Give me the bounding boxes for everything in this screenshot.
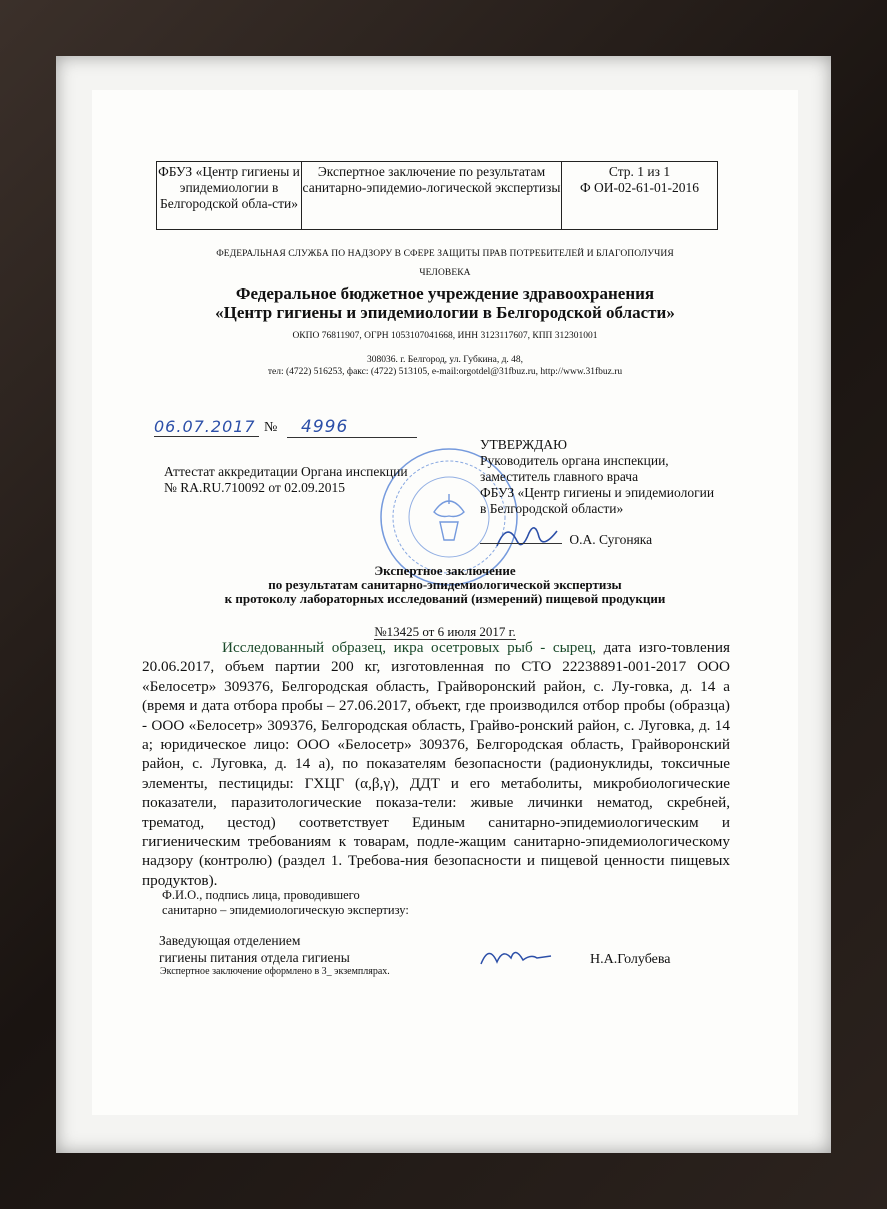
approval-heading: УТВЕРЖДАЮ [480, 437, 568, 452]
organization-title [92, 284, 798, 322]
org-line-2: «Центр гигиены и эпидемиологии в Белгородской области» [215, 303, 675, 322]
accreditation-line-2: № RA.RU.710092 от 02.09.2015 [164, 480, 345, 495]
header-page-number: Стр. 1 из 1 [608, 164, 671, 179]
expert-label [162, 888, 409, 918]
accreditation-line-1: Аттестат аккредитации Органа инспекции [164, 464, 408, 479]
agency-line-2: ЧЕЛОВЕКА [419, 268, 471, 278]
approval-line-4: ФБУЗ «Центр гигиены и эпидемиологии [480, 485, 715, 500]
conclusion-body [142, 638, 730, 890]
expert-label-line-2: санитарно – эпидемиологическую экспертизу: [162, 903, 409, 917]
department-line-2: гигиены питания отдела гигиены [159, 950, 350, 965]
document-title [92, 564, 798, 606]
org-address-line: 308036. г. Белгород, ул. Губкина, д. 48, [366, 355, 524, 365]
body-sample-highlight: Исследованный образец, икра осетровых рыб - сырец, [222, 639, 597, 656]
header-form-code: Ф ОИ-02-61-01-2016 [579, 180, 700, 195]
number-sign: № [264, 420, 278, 435]
expert-name: Н.А.Голубева [590, 952, 671, 967]
approval-line-5: в Белгородской области» [480, 501, 624, 516]
copies-note: Экспертное заключение оформлено в 3_ экземплярах. [160, 966, 390, 977]
approver-name: О.А. Сугоняка [569, 532, 653, 547]
header-page-cell [562, 162, 717, 229]
handwritten-date: 06.07.2017 [154, 417, 259, 437]
header-doc-cell: Экспертное заключение по результатам санитарно-эпидемио-логической экспертизы [302, 162, 562, 229]
handwritten-number: 4996 [287, 417, 417, 438]
org-address [92, 354, 798, 378]
protocol-number-text: №13425 от 6 июля 2017 г. [374, 624, 516, 639]
header-org-cell: ФБУЗ «Центр гигиены и эпидемиологии в Белгородской обла-сти» [157, 162, 302, 229]
agency-name [92, 245, 798, 283]
header-table [156, 161, 718, 230]
accreditation-block [164, 464, 408, 496]
expert-signature-icon [477, 938, 557, 974]
department-line-1: Заведующая отделением [159, 933, 301, 948]
title-line-2: по результатам санитарно-эпидемиологической экспертизы [268, 577, 622, 592]
approval-line-2: Руководитель органа инспекции, [480, 453, 669, 468]
org-line-1: Федеральное бюджетное учреждение здравоохранения [235, 284, 655, 303]
org-codes: ОКПО 76811907, ОГРН 1053107041668, ИНН 3123117607, КПП 312301001 [292, 331, 598, 341]
approval-line-3: заместитель главного врача [480, 469, 639, 484]
approver-signature-line [480, 532, 652, 548]
title-line-3: к протоколу лабораторных исследований (измерений) пищевой продукции [224, 591, 666, 606]
expert-label-line-1: Ф.И.О., подпись лица, проводившего [162, 888, 360, 902]
document-page [92, 90, 798, 1115]
body-text: дата изго-товления 20.06.2017, объем партии 200 кг, изготовленная по СТО 22238891-001-2017 ООО «Белосетр» 309376, Белгородская область, Грайворонский район, с. Лу-говка, д. 14 а (время и дата отбора пробы – 27.06.2017, объект, где производился отбор пробы (образца) - ООО «Белосетр» 309376, Белгородская область, Грайво-ронский район, с. Луговка, д. 14 а; юридическое лицо: ООО «Белосетр» 309376, Белгородская область, Грайворонский район, с. Луговка, д. 14 а), по показателям безопасности (радионуклиды, токсичные элементы, пестициды: ГХЦГ (α,β,γ), ДДТ и его метаболиты, микробиологические показатели, паразитологические показа-тели: живые личинки нематод, скребней, трематод, цестод) соответствует Единым санитарно-эпидемиологическим и гигиеническим требованиям к товарам, подле-жащим санитарно-эпидемиологическому надзору (контролю) (раздел 1. Требова-ния безопасности и пищевой ценности пищевых продуктов). [142, 639, 730, 889]
department-head [159, 932, 350, 966]
approval-block [480, 437, 714, 517]
title-line-1: Экспертное заключение [374, 563, 516, 578]
org-contacts-line: тел: (4722) 516253, факс: (4722) 513105, e-mail:orgotdel@31fbuz.ru, http://www.31fbuz.ru [267, 367, 623, 377]
signature-underline [480, 543, 562, 544]
agency-line-1: ФЕДЕРАЛЬНАЯ СЛУЖБА ПО НАДЗОРУ В СФЕРЕ ЗАЩИТЫ ПРАВ ПОТРЕБИТЕЛЕЙ И БЛАГОПОЛУЧИЯ [216, 249, 674, 259]
